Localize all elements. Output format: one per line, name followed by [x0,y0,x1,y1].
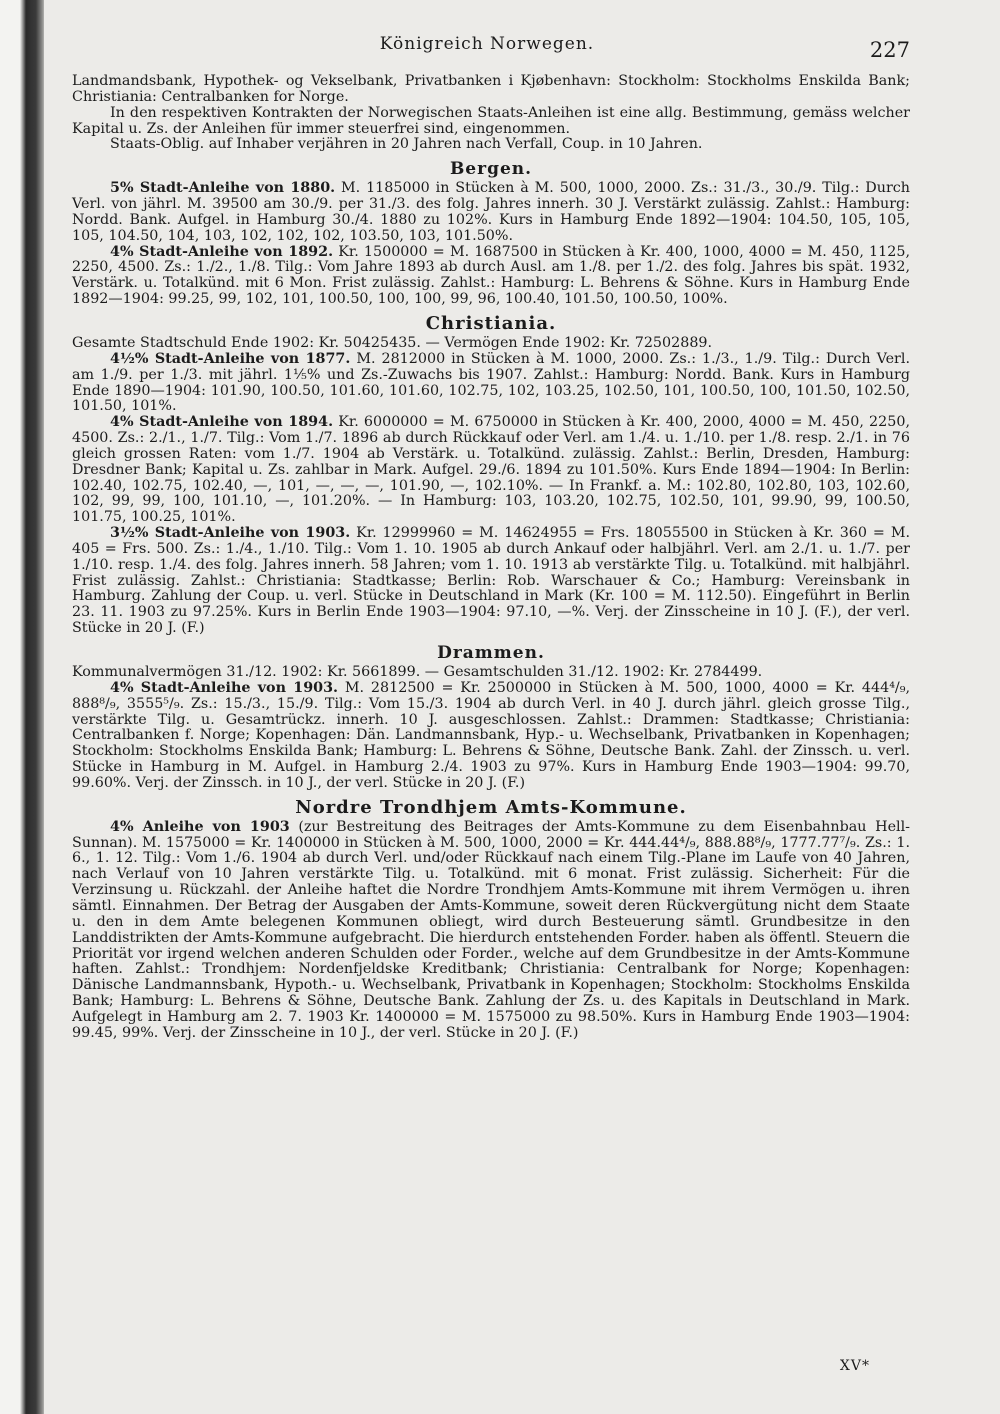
loan-heading: 3½% Stadt-Anleihe von 1903. [110,525,351,542]
signature-mark: XV* [839,1358,870,1374]
loan-heading: 5% Stadt-Anleihe von 1880. [110,180,336,197]
page-content [72,74,910,1042]
loan-text: Kr. 6000000 = M. 6750000 in Stücken à Kr. 400, 2000, 4000 = M. 450, 2250, 4500. Zs.: 2./1., 1./7. Tilg.: Vom 1./7. 1896 ab durch Rückkauf oder Verl. am 1./4. u. 1./10. per 1./8. resp. 2./1. in 76 gleich grossen Raten: vom 1./7. 1904 ab Verstärk. u. Totalkünd. zulässig. Zahlst.: Berlin, Dresden, Hamburg: Dresdner Bank; Kapital u. Zs. zahlbar in Mark. Aufgel. 29./6. 1894 zu 101.50%. Kurs Ende 1894—1904: In Berlin: 102.40, 102.75, 102.40, —, 101, —, —, —, 101.90, —, 102.10%. — In Frankf. a. M.: 102.80, 102.80, 103, 102.60, 102, 99, 99, 100, 101.10, —, 101.20%. — In Hamburg: 103, 103.20, 102.75, 102.50, 101, 99.90, 99, 100.50, 101.75, 100.25, 101%. [72,414,910,526]
drammen-summary: Kommunalvermögen 31./12. 1902: Kr. 5661899. — Gesamtschulden 31./12. 1902: Kr. 2784499. [72,664,763,680]
loan-heading: 4% Stadt-Anleihe von 1892. [110,243,334,260]
running-title: Königreich Norwegen. [379,34,595,54]
page-header [44,34,1000,64]
book-binding-edge [0,0,44,1414]
intro-paragraph-tax: In den respektiven Kontrakten der Norwegischen Staats-Anleihen ist eine allg. Bestimmung, gemäss welcher Kapital u. Zs. der Anleihen für immer steuerfrei sind, eingenommen. [72,104,910,137]
christiania-loan-1903 [72,526,910,637]
loan-heading: 4% Stadt-Anleihe von 1903. [110,679,339,696]
loan-text: Kr. 12999960 = M. 14624955 = Frs. 18055500 in Stücken à Kr. 360 = M. 405 = Frs. 500. Zs.: 1./4., 1./10. Tilg.: Vom 1. 10. 1905 ab durch Ankauf oder halbjährl. Verl. am 2./1. u. 1./7. per 1./10. resp. 1./4. des folg. Jahres innerh. 58 Jahren; vom 1. 10. 1913 ab verstärkte Tilg. u. Totalkünd. mit halbjährl. Frist zulässig. Zahlst.: Christiania: Stadtkasse; Berlin: Rob. Warschauer & Co.; Hamburg: Vereinsbank in Hamburg. Zahlung der Coup. u. verl. Stücke in Deutschland in Mark (Kr. 100 = M. 112.50). Eingeführt in Berlin 23. 11. 1903 zu 97.25%. Kurs in Berlin Ende 1903—1904: 97.10, —%. Verj. der Zinsscheine in 10 J. (F.), der verl. Stücke in 20 J. (F.) [72,525,911,637]
loan-text: M. 2812000 in Stücken à M. 1000, 2000. Zs.: 1./3., 1./9. Tilg.: Durch Verl. am 1./9. per 1./3. mit jährl. 1⅕% und Zs.-Zuwachs bis 1907. Zahlst.: Hamburg: Nordd. Bank. Kurs in Hamburg Ende 1890—1904: 101.90, 100.50, 101.60, 101.60, 102.75, 102, 103.25, 102.50, 101, 100.50, 100, 101.50, 102.50, 101.50, 101%. [72,350,910,415]
christiania-summary: Gesamte Stadtschuld Ende 1902: Kr. 50425435. — Vermögen Ende 1902: Kr. 72502889. [72,334,713,351]
christiania-loan-1894 [72,415,910,526]
intro-paragraph-banks: Landmandsbank, Hypothek- og Vekselbank, Privatbanken i Kjøbenhavn: Stockholm: Stockholms Enskilda Bank; Christiania: Centralbanken for Norge. [72,73,910,105]
section-title-bergen: Bergen. [449,159,533,180]
loan-text: (zur Bestreitung des Beitrages der Amts-Kommune zu dem Eisenbahnbau Hell-Sunnan). M. 1575000 = Kr. 1400000 in Stücken à M. 500, 1000, 2000 = Kr. 444.44⁴/₉, 888.88⁸/₉, 1777.77⁷/₉. Zs.: 1. 6., 1. 12. Tilg.: Vom 1./6. 1904 ab durch Verl. und/oder Rückkauf nach einem Tilg.-Plane im Laufe von 40 Jahren, nach Verlauf von 10 Jahren verstärkte Tilg. u. Totalkünd. mit 6 monat. Frist zulässig. Sicherheit: Für die Verzinsung u. Rückzahl. der Anleihe haftet die Nordre Trondhjem Amts-Kommune mit ihrem Vermögen u. ihren sämtl. Einnahmen. Der Betrag der Ausgaben der Amts-Kommune, soweit deren Rückvergütung nicht dem Staate u. den in dem Amte belegenen Kommunen obliegt, wird durch Besteuerung sämtl. Grundbesitze in den Landdistrikten der Amts-Kommune aufgebracht. Die hierdurch entstehenden Forder. haben als öffentl. Steuern die Priorität vor irgend welchen anderen Schulden oder Forder., welche auf dem Grundbesitze in der Amts-Kommune haften. Zahlst.: Trondhjem: Nordenfjeldske Kreditbank; Christiania: Centralbank for Norge; Kopenhagen: Dänische Landmannsbank, Hypoth.- u. Wechselbank, Privatbank in Kopenhagen; Stockholm: Stockholms Enskilda Bank; Hamburg: L. Behrens & Söhne, Deutsche Bank. Zahlung der Zs. u. des Kapitals in Deutschland in Mark. Aufgelegt in Hamburg am 2. 7. 1903 Kr. 1400000 = M. 1575000 zu 98.50%. Kurs in Hamburg Ende 1903—1904: 99.45, 99%. Verj. der Zinsscheine in 10 J., der verl. Stücke in 20 J. (F.) [72,818,911,1041]
bergen-loan-1892 [72,245,910,308]
document-page [44,0,1000,1414]
loan-text: M. 2812500 = Kr. 2500000 in Stücken à M. 500, 1000, 4000 = Kr. 444⁴/₉, 888⁸/₉, 3555⁵/₉. Zs.: 15./3., 15./9. Tilg.: Vom 15./3. 1904 ab durch Verl. in 40 J. durch jährl. gleich grosse Tilg., verstärkte Tilg. u. Gesamtrückz. innerh. 10 J. ausgeschlossen. Zahlst.: Drammen: Stadtkasse; Christiania: Centralbanken f. Norge; Kopenhagen: Dän. Landmannsbank, Hyp.- u. Wechselbank, Privatbanken in Kopenhagen; Stockholm: Stockholms Enskilda Bank; Hamburg: L. Behrens & Söhne, Deutsche Bank. Zahl. der Zinssch. u. verl. Stücke in Hamburg in M. Aufgel. in Hamburg 2./4. 1903 zu 97%. Kurs in Hamburg Ende 1903—1904: 99.70, 99.60%. Verj. der Zinssch. in 10 J., der verl. Stücke in 20 J. (F.) [72,679,911,791]
bergen-loan-1880 [72,181,910,244]
section-title-christiania: Christiania. [425,312,557,334]
nordre-trondhjem-loan-1903 [72,820,910,1042]
loan-heading: 4½% Stadt-Anleihe von 1877. [110,350,351,367]
christiania-loan-1877 [72,352,910,415]
section-title-drammen: Drammen. [437,643,545,663]
loan-text: Kr. 1500000 = M. 1687500 in Stücken à Kr. 400, 1000, 4000 = M. 450, 1125, 2250, 4500. Zs.: 1./2., 1./8. Tilg.: Vom Jahre 1893 ab durch Ausl. am 1./8. per 1./2. des folg. Jahres bis spät. 1932, Verstärk. u. Totalkünd. mit 6 Mon. Frist zulässig. Zahlst.: Hamburg: L. Behrens & Söhne. Kurs in Hamburg Ende 1892—1904: 99.25, 99, 102, 101, 100.50, 100, 100, 99, 96, 100.40, 101.50, 100.50, 100%. [72,243,910,308]
loan-heading: 4% Anleihe von 1903 [110,818,290,835]
section-title-nordre-trondhjem: Nordre Trondhjem Amts-Kommune. [295,796,687,818]
drammen-loan-1903 [72,681,910,792]
loan-text: M. 1185000 in Stücken à M. 500, 1000, 2000. Zs.: 31./3., 30./9. Tilg.: Durch Verl. von jährl. M. 39500 am 30./9. per 31./3. des folg. Jahres innerh. 30 J. Verstärkt zulässig. Zahlst.: Hamburg: Nordd. Bank. Aufgel. in Hamburg 30./4. 1880 zu 102%. Kurs in Hamburg Ende 1892—1904: 104.50, 105, 105, 105, 104.50, 104, 103, 102, 102, 102, 103.50, 103, 101.50%. [72,180,911,244]
loan-heading: 4% Stadt-Anleihe von 1894. [110,414,334,431]
page-number: 227 [869,38,910,62]
intro-paragraph-prescription: Staats-Oblig. auf Inhaber verjähren in 20 Jahren nach Verfall, Coup. in 10 Jahren. [110,136,703,153]
